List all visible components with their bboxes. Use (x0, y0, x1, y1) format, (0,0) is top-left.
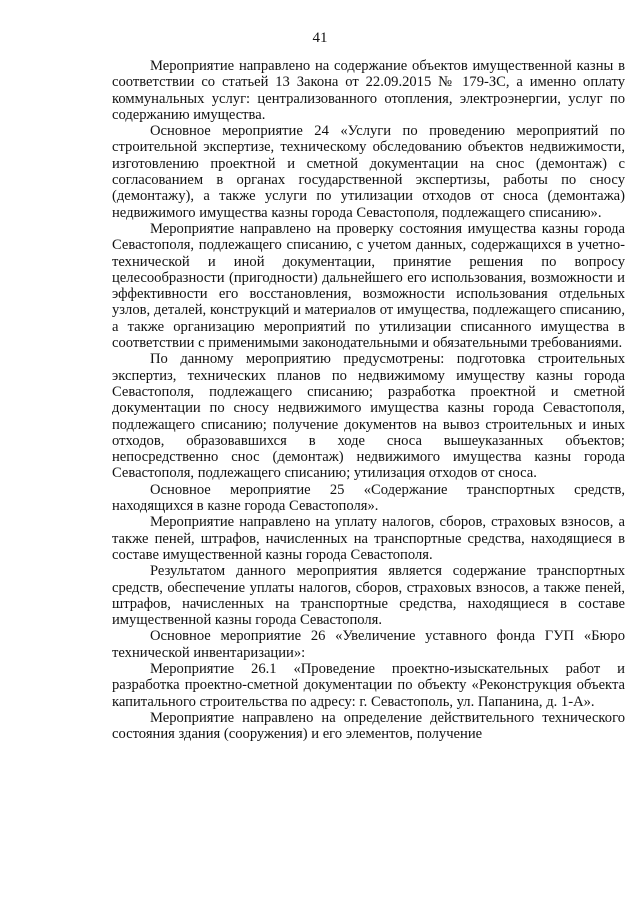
paragraph-9: Мероприятие 26.1 «Проведение проектно-изыскательных работ и разработка проектно-сметной документации по объекту «Реконструкция объекта капитального строительства по адресу: г. Севастополь, ул. Папанина, д. 1-А». (112, 660, 625, 710)
document-body (112, 58, 625, 742)
paragraph-2: Основное мероприятие 24 «Услуги по проведению мероприятий по строительной экспертизе, техническому обследованию объектов недвижимости, изготовлению проектной и сметной документации на снос (демонтаж) с согласованием в органах государственной экспертизы, работы по сносу (демонтажу), а также услуги по утилизации отходов от сноса (демонтажа) недвижимого имущества казны города Севастополя, подлежащего списанию». (112, 123, 625, 221)
paragraph-8: Основное мероприятие 26 «Увеличение уставного фонда ГУП «Бюро технической инвентаризации»: (112, 628, 625, 661)
paragraph-4: По данному мероприятию предусмотрены: подготовка строительных экспертиз, технических планов по недвижимому имуществу казны города Севастополя, подлежащего списанию; разработка проектной и сметной документации по сносу недвижимого имущества казны города Севастополя, подлежащего списанию; получение документов на вывоз строительных и иных отходов, образовавшихся в ходе сноса вышеуказанных объектов; непосредственно снос (демонтаж) недвижимого имущества казны города Севастополя, подлежащего списанию; утилизация отходов от сноса. (112, 351, 625, 482)
paragraph-1: Мероприятие направлено на содержание объектов имущественной казны в соответствии со статьей 13 Закона от 22.09.2015 № 179-ЗС, а именно оплату коммунальных услуг: централизованного отопления, электроэнергии, услуг по содержанию имущества. (112, 58, 625, 123)
paragraph-7: Результатом данного мероприятия является содержание транспортных средств, обеспечение уплаты налогов, сборов, страховых взносов, а также пеней, штрафов, начисленных на транспортные средства, находящиеся в составе имущественной казны города Севастополя. (112, 563, 625, 629)
paragraph-5: Основное мероприятие 25 «Содержание транспортных средств, находящихся в казне города Севастополя». (112, 481, 625, 515)
page-number: 41 (312, 30, 328, 46)
paragraph-3: Мероприятие направлено на проверку состояния имущества казны города Севастополя, подлежащего списанию, с учетом данных, содержащихся в учетно-технической и иной документации, принятие решения по вопросу целесообразности (пригодности) дальнейшего его использования, возможности и эффективности его восстановления, возможности использования отдельных узлов, деталей, конструкций и материалов от имущества, подлежащего списанию, а также организацию мероприятий по утилизации списанного имущества в соответствии с применимыми законодательными и обязательными требованиями. (112, 220, 625, 352)
paragraph-6: Мероприятие направлено на уплату налогов, сборов, страховых взносов, а также пеней, штрафов, начисленных на транспортные средства, находящиеся в составе имущественной казны города Севастополя. (112, 514, 625, 563)
paragraph-10: Мероприятие направлено на определение действительного технического состояния здания (сооружения) и его элементов, получение (112, 709, 625, 743)
